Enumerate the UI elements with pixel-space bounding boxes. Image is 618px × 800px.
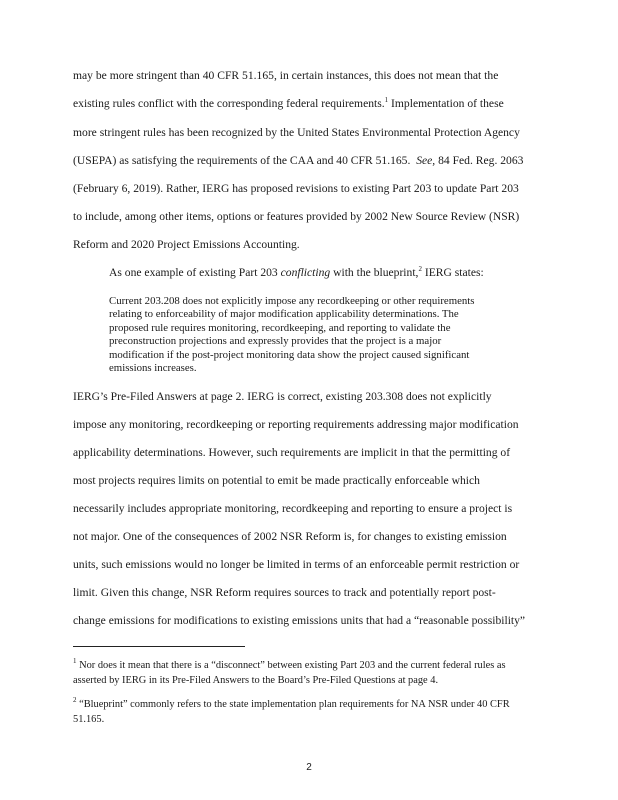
footnote-text: “Blueprint” commonly refers to the state implementation plan requirements for NA NSR under 40 CFR xyxy=(76,699,510,710)
footnote-1-cont: asserted by IERG in its Pre-Filed Answers to the Board’s Pre-Filed Questions at page 4. xyxy=(73,675,439,686)
block-quote-line: modification if the post-project monitoring data show the project caused significant xyxy=(109,349,470,361)
body-line: impose any monitoring, recordkeeping or reporting requirements addressing major modification xyxy=(73,418,519,431)
body-text: IERG states: xyxy=(421,266,484,279)
block-quote-line: emissions increases. xyxy=(109,362,197,374)
body-line: (February 6, 2019). Rather, IERG has proposed revisions to existing Part 203 to update Part 203 xyxy=(73,182,519,195)
body-text: with the blueprint, xyxy=(330,266,419,279)
body-line: not major. One of the consequences of 2002 NSR Reform is, for changes to existing emission xyxy=(73,530,507,543)
body-line xyxy=(73,97,504,111)
body-text: 84 Fed. Reg. 2063 xyxy=(435,154,524,167)
footnote-ref: 1 xyxy=(384,96,389,104)
body-line xyxy=(73,154,523,168)
body-line: most projects requires limits on potential to emit be made practically enforceable which xyxy=(73,474,480,487)
body-line: units, such emissions would no longer be limited in terms of an enforceable permit restriction or xyxy=(73,558,520,571)
footnote-mark: 1 xyxy=(73,657,77,665)
emphasis-text: conflicting xyxy=(280,266,331,279)
footnote-2 xyxy=(73,698,510,711)
body-line xyxy=(109,266,484,280)
body-text: As one example of existing Part 203 xyxy=(109,266,281,279)
page-number: 2 xyxy=(306,762,312,773)
body-line: necessarily includes appropriate monitoring, recordkeeping and reporting to ensure a project is xyxy=(73,502,513,515)
body-line: may be more stringent than 40 CFR 51.165, in certain instances, this does not mean that the xyxy=(73,69,499,82)
body-line: Reform and 2020 Project Emissions Accounting. xyxy=(73,238,300,251)
body-line: limit. Given this change, NSR Reform requires sources to track and potentially report post- xyxy=(73,586,496,599)
body-line: IERG’s Pre-Filed Answers at page 2. IERG is correct, existing 203.308 does not explicitly xyxy=(73,390,492,403)
body-line: applicability determinations. However, such requirements are implicit in that the permitting of xyxy=(73,446,511,459)
footnote-text: Nor does it mean that there is a “disconnect” between existing Part 203 and the current federal rules as xyxy=(76,660,506,671)
body-text: (USEPA) as satisfying the requirements of the CAA and 40 CFR 51.165. xyxy=(73,154,411,167)
footnote-separator xyxy=(73,646,245,647)
block-quote-line: Current 203.208 does not explicitly impose any recordkeeping or other requirements xyxy=(109,295,475,307)
citation-signal: See, xyxy=(416,154,436,167)
body-line: change emissions for modifications to existing emissions units that had a “reasonable possibility” xyxy=(73,614,526,627)
body-text: existing rules conflict with the corresponding federal requirements. xyxy=(73,97,385,110)
footnote-1 xyxy=(73,659,506,672)
footnote-2-cont: 51.165. xyxy=(73,714,105,725)
block-quote-line: proposed rule requires monitoring, recordkeeping, and reporting to validate the xyxy=(109,322,451,334)
footnote-ref: 2 xyxy=(418,265,422,273)
body-line: to include, among other items, options or features provided by 2002 New Source Review (NSR) xyxy=(73,210,520,223)
footnote-mark: 2 xyxy=(73,696,77,704)
body-line: more stringent rules has been recognized by the United States Environmental Protection Agency xyxy=(73,126,520,139)
block-quote-line: relating to enforceability of major modification applicability determinations. The xyxy=(109,308,459,320)
block-quote-line: preconstruction projections and expressly provides that the project is a major xyxy=(109,335,442,347)
body-text: Implementation of these xyxy=(388,97,504,110)
